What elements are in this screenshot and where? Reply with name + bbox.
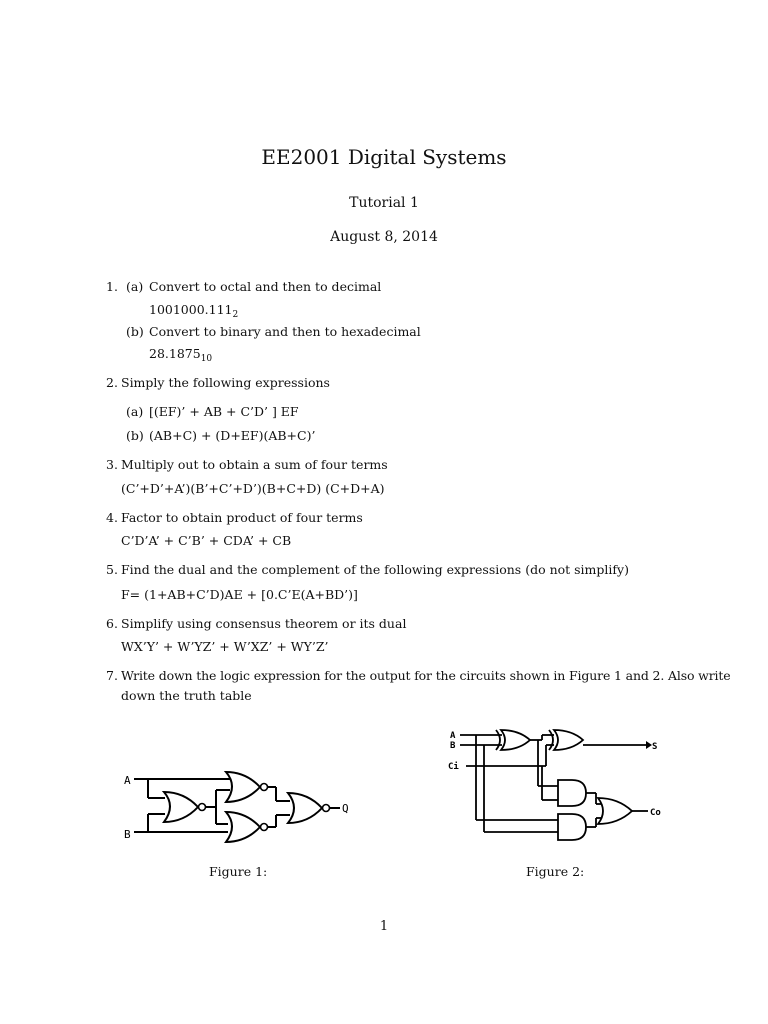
question-2-text: Simply the following expressions: [121, 375, 330, 390]
question-1b-value: $28.1875_{10}$: [149, 346, 213, 364]
figure-2-circuit: [446, 724, 678, 848]
page-date: August 8, 2014: [330, 229, 438, 245]
question-5-text: Find the dual and the complement of the following expressions (do not simplify): [121, 562, 629, 577]
question-7-number: 7.: [106, 668, 118, 683]
question-6-number: 6.: [106, 616, 118, 631]
question-1a-label: (a): [126, 279, 144, 294]
question-1b-label: (b): [126, 324, 144, 339]
question-4-number: 4.: [106, 510, 118, 525]
figure-2-label-co: Co: [650, 808, 661, 818]
figure-1-label-a: A: [124, 774, 131, 787]
figure-2-caption: Figure 2:: [526, 864, 585, 879]
question-4-expression: C’D’A’ + C’B’ + CDA’ + CB: [121, 533, 292, 548]
figure-1-label-q: Q: [342, 802, 349, 815]
figure-2-label-a: A: [450, 731, 456, 741]
question-3-text: Multiply out to obtain a sum of four terms: [121, 457, 388, 472]
page-title: EE2001 Digital Systems: [261, 145, 507, 169]
question-1a-value: $1001000.111_2$: [149, 302, 239, 320]
question-3-expression: (C’+D’+A’)(B’+C’+D’)(B+C+D) (C+D+A): [121, 481, 385, 496]
question-2a-label: (a): [126, 404, 144, 419]
question-6-expression: WX’Y’ + W’YZ’ + W’XZ’ + WY’Z’: [121, 639, 329, 654]
question-6-text: Simplify using consensus theorem or its dual: [121, 616, 407, 631]
figure-1-caption: Figure 1:: [209, 864, 268, 879]
question-4-text: Factor to obtain product of four terms: [121, 510, 363, 525]
question-1b-text: Convert to binary and then to hexadecimal: [149, 324, 421, 339]
page-subtitle: Tutorial 1: [349, 195, 419, 211]
question-1a-text: Convert to octal and then to decimal: [149, 279, 382, 294]
question-7-text-line2: down the truth table: [121, 688, 252, 703]
question-3-number: 3.: [106, 457, 118, 472]
figure-1-label-b: B: [124, 828, 131, 841]
figure-2-label-b: B: [450, 741, 456, 751]
question-1-number: 1.: [106, 279, 118, 294]
question-5-expression: F= (1+AB+C’D)AE + [0.C’E(A+BD’)]: [121, 587, 358, 602]
question-7-text-line1: Write down the logic expression for the output for the circuits shown in Figure 1 and 2. Also write: [121, 668, 731, 683]
question-2-number: 2.: [106, 375, 118, 390]
figure-2-label-ci: Ci: [448, 762, 459, 772]
question-5-number: 5.: [106, 562, 118, 577]
figure-2-label-s: S: [652, 742, 658, 752]
question-2b-text: (AB+C) + (D+EF)(AB+C)’: [149, 428, 316, 443]
question-2a-text: [(EF)’ + AB + C’D’ ] EF: [149, 404, 299, 419]
figure-1-circuit: [118, 758, 358, 848]
page-number: 1: [379, 919, 389, 934]
question-2b-label: (b): [126, 428, 144, 443]
